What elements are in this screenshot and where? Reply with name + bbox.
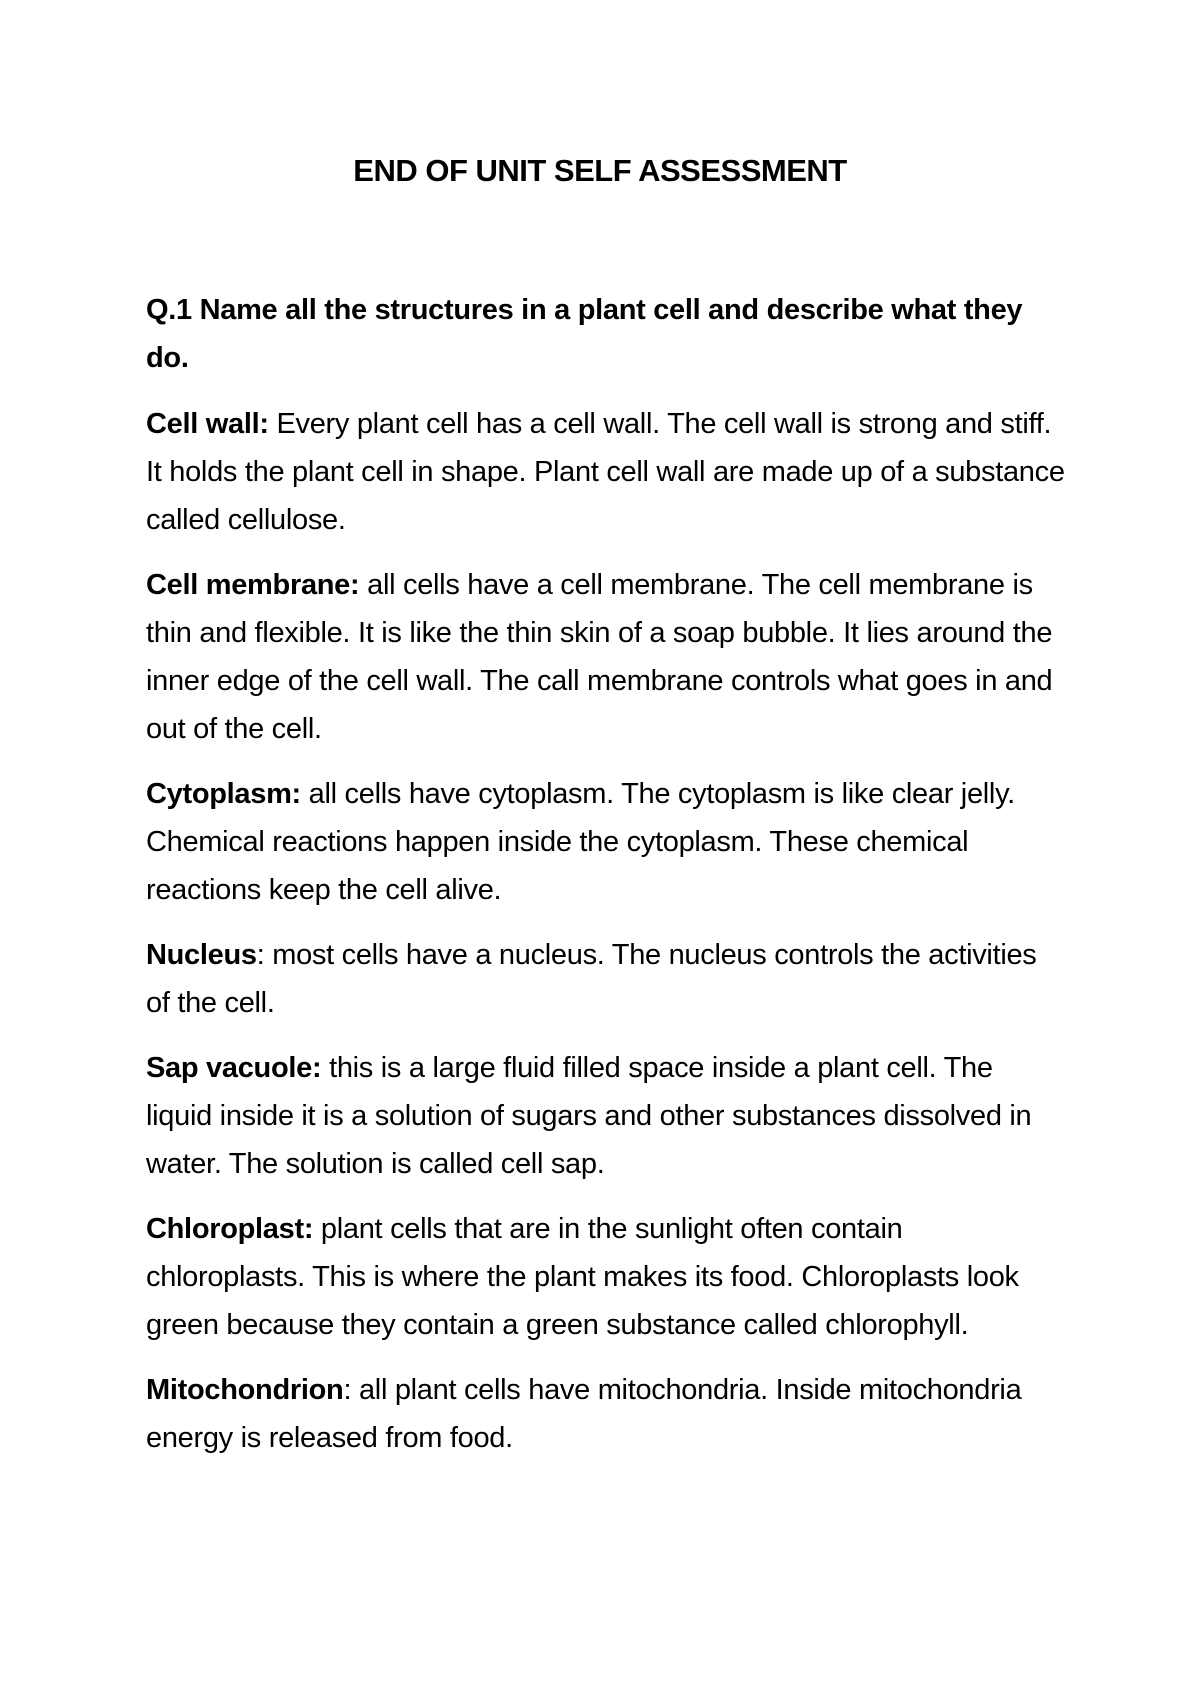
entry-term: Mitochondrion — [146, 1374, 344, 1406]
entry-description: Every plant cell has a cell wall. The cell wall is strong and stiff. It holds the plant cell in shape. Plant cell wall are made up of a substance called cellulose. — [146, 408, 1065, 536]
entry-term: Cell wall: — [146, 408, 269, 440]
entry-cytoplasm — [146, 770, 1066, 914]
question-text: Q.1 Name all the structures in a plant cell and describe what they do. — [146, 294, 1023, 374]
entry-description: plant cells that are in the sunlight often contain chloroplasts. This is where the plant makes its food. Chloroplasts look green because they contain a green substance called chlorophyll. — [146, 1213, 1019, 1341]
entry-term: Cytoplasm: — [146, 778, 301, 810]
entry-chloroplast — [146, 1205, 1066, 1349]
document-body — [146, 286, 1066, 1479]
page-title: END OF UNIT SELF ASSESSMENT — [353, 153, 847, 188]
entry-sap-vacuole — [146, 1044, 1066, 1188]
entry-cell-wall — [146, 400, 1066, 544]
entry-cell-membrane — [146, 561, 1066, 753]
entry-term: Cell membrane: — [146, 569, 360, 601]
entry-description: all cells have a cell membrane. The cell membrane is thin and flexible. It is like the thin skin of a soap bubble. It lies around the inner edge of the cell wall. The call membrane controls what goes in and out of the cell. — [146, 569, 1053, 745]
entry-term: Chloroplast: — [146, 1213, 314, 1245]
entry-term: Sap vacuole: — [146, 1052, 322, 1084]
entry-description: : most cells have a nucleus. The nucleus controls the activities of the cell. — [146, 939, 1037, 1019]
entry-term: Nucleus — [146, 939, 257, 971]
entry-nucleus — [146, 931, 1066, 1027]
entry-mitochondrion — [146, 1366, 1066, 1462]
entry-description: this is a large fluid filled space inside a plant cell. The liquid inside it is a solution of sugars and other substances dissolved in water. The solution is called cell sap. — [146, 1052, 1032, 1180]
entry-description: all cells have cytoplasm. The cytoplasm is like clear jelly. Chemical reactions happen inside the cytoplasm. These chemical reactions keep the cell alive. — [146, 778, 1015, 906]
entry-description: : all plant cells have mitochondria. Inside mitochondria energy is released from food. — [146, 1374, 1022, 1454]
